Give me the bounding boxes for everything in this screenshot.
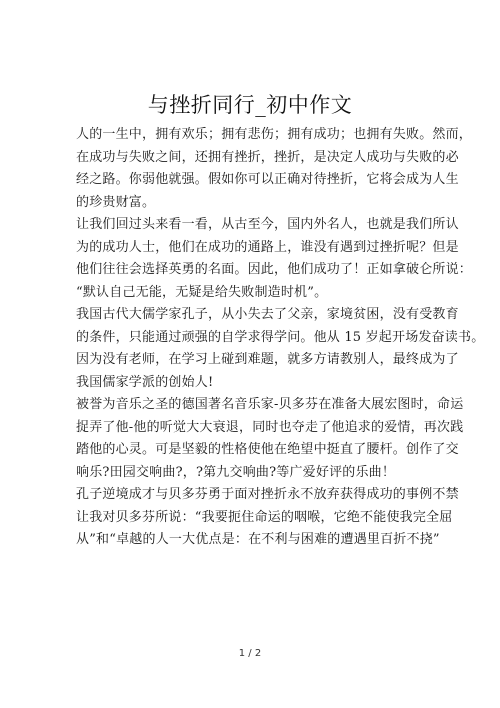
text-line: 的珍贵财富。 [76,194,156,210]
text-line: 他们往往会选择英勇的名面。因此，他们成功了！正如拿破仑所说： [76,262,473,277]
text-line: 孔子逆境成才与贝多芬勇于面对挫折永不放弃获得成功的事例不禁 [76,487,459,502]
text-line: 踏他的心灵。可是坚毅的性格使他在绝望中挺直了腰杆。创作了交 [76,442,459,457]
text-line: 捉弄了他-他的听觉大大衰退，同时也夺走了他追求的爱情，再次践 [76,419,464,435]
text-line: 让我对贝多芬所说：“我要扼住命运的咽喉，它绝不能使我完全屈 [76,509,453,525]
text-line: “默认自己无能，无疑是给失败制造时机”。 [76,284,328,300]
text-line: 我国古代大儒学家孔子，从小失去了父亲，家境贫困，没有受教育 [76,307,459,322]
text-line: 被誉为音乐之圣的德国著名音乐家-贝多芬在准备大展宏图时，命运 [76,397,464,412]
text-line: 因为没有老师，在学习上碰到难题，就多方请教别人，最终成为了 [76,352,459,367]
document-body [76,124,485,552]
text-line: 让我们回过头来看一看，从古至今，国内外名人，也就是我们所认 [76,217,459,232]
document-title: 与挫折同行_初中作文 [147,93,353,117]
text-line: 我国儒家学派的创始人! [76,374,214,390]
text-line: 从”和“卓越的人一大优点是：在不利与困难的遭遇里百折不挠” [76,532,440,547]
text-line: 响乐?田园交响曲?，?第九交响曲?等广爱好评的乐曲！ [76,464,396,480]
page-indicator: 1 / 2 [238,648,262,659]
text-line: 人的一生中，拥有欢乐；拥有悲伤；拥有成功；也拥有失败。然而， [76,127,473,142]
text-line: 为的成功人士，他们在成功的通路上，谁没有遇到过挫折呢？但是 [76,239,459,255]
text-line: 在成功与失败之间，还拥有挫折，挫折，是决定人成功与失败的必 [76,149,459,165]
text-line: 的条件，只能通过顽强的自学求得学问。他从 15 岁起开场发奋读书。 [76,329,485,345]
text-line: 经之路。你弱他就强。假如你可以正确对待挫折，它将会成为人生 [76,172,459,187]
